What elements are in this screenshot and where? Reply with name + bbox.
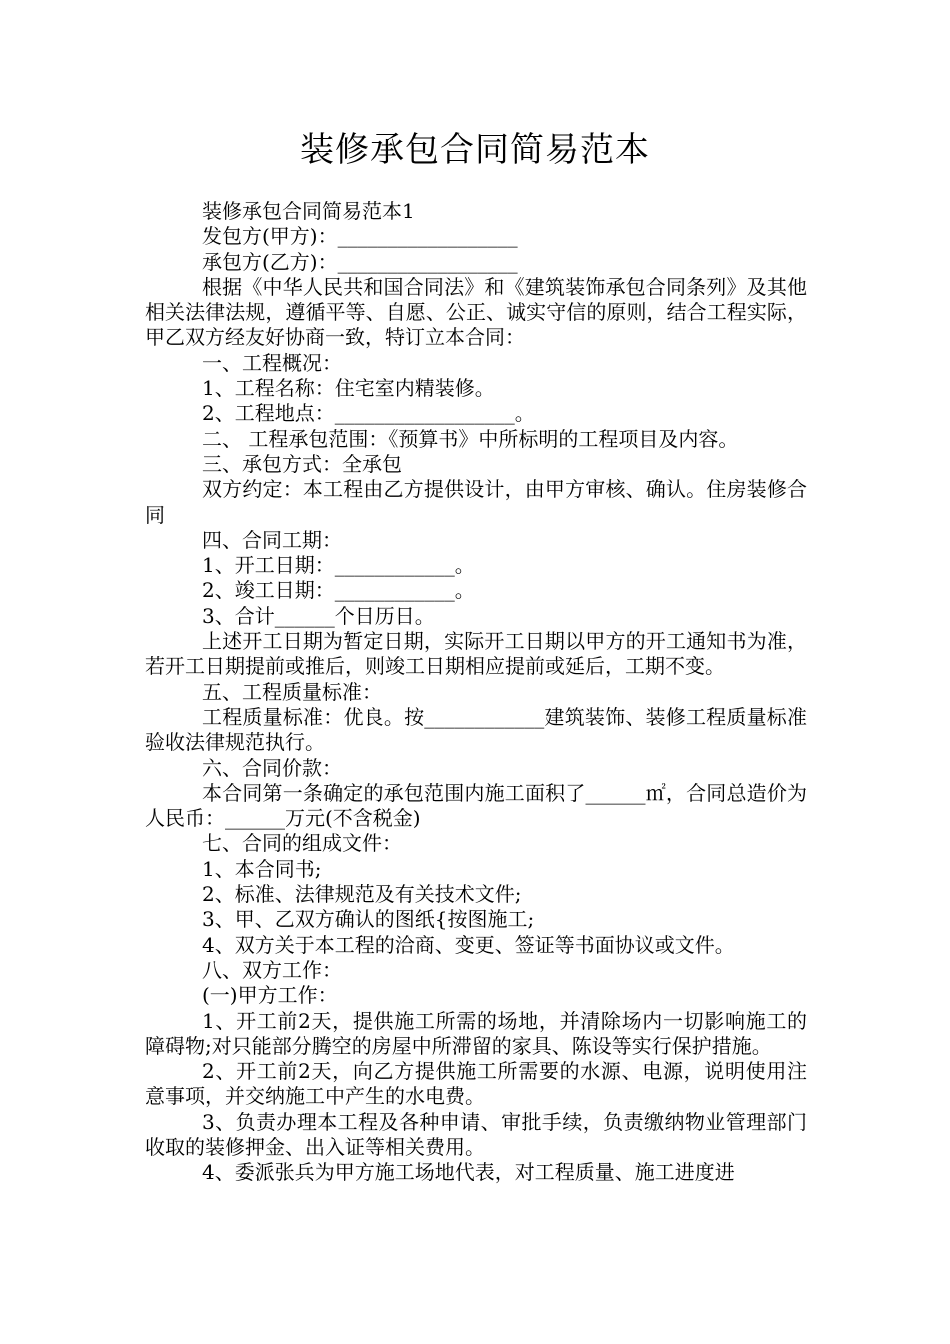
paragraph: 上述开工日期为暂定日期，实际开工日期以甲方的开工通知书为准，若开工日期提前或推后，则竣工日期相应提前或延后，工期不变。: [145, 629, 807, 679]
paragraph: 六、合同价款：: [202, 755, 342, 780]
document-body: [145, 199, 807, 1186]
paragraph: 1、开工日期：____________。: [202, 553, 475, 578]
paragraph: 2、工程地点：__________________。: [202, 401, 535, 426]
paragraph: 1、工程名称：住宅室内精装修。: [202, 376, 495, 401]
paragraph: 根据《中华人民共和国合同法》和《建筑装饰承包合同条列》及其他相关法律法规，遵循平等、自愿、公正、诚实守信的原则，结合工程实际，甲乙双方经友好协商一致，特订立本合同：: [145, 274, 807, 350]
paragraph: 2、标准、法律规范及有关技术文件;: [202, 882, 522, 907]
paragraph: 本合同第一条确定的承包范围内施工面积了______㎡，合同总造价为人民币：______万元(不含税金): [145, 780, 807, 831]
paragraph: 七、合同的组成文件：: [202, 831, 402, 856]
paragraph: 二、 工程承包范围：《预算书》中所标明的工程项目及内容。: [202, 426, 739, 451]
paragraph: 4、双方关于本工程的洽商、变更、签证等书面协议或文件。: [202, 932, 735, 957]
paragraph: 2、开工前2天，向乙方提供施工所需要的水源、电源，说明使用注意事项，并交纳施工中产生的水电费。: [145, 1059, 807, 1109]
paragraph: 发包方(甲方)：__________________: [202, 224, 518, 249]
paragraph: 3、甲、乙双方确认的图纸{按图施工;: [202, 907, 535, 932]
paragraph: 五、工程质量标准：: [202, 679, 382, 704]
paragraph: 3、合计______个日历日。: [202, 603, 435, 628]
paragraph: 3、负责办理本工程及各种申请、审批手续，负责缴纳物业管理部门收取的装修押金、出入证等相关费用。: [145, 1109, 807, 1159]
paragraph: 一、工程概况：: [202, 350, 342, 375]
paragraph: 八、双方工作：: [202, 957, 342, 982]
paragraph: 1、本合同书;: [202, 856, 322, 881]
paragraph: 四、合同工期：: [202, 527, 342, 552]
paragraph: 装修承包合同简易范本1: [202, 199, 415, 223]
document-title: 装修承包合同简易范本: [300, 130, 650, 170]
paragraph: 工程质量标准：优良。按____________建筑装饰、装修工程质量标准验收法律规范执行。: [145, 704, 807, 755]
paragraph: 4、委派张兵为甲方施工场地代表，对工程质量、施工进度进: [202, 1160, 735, 1185]
paragraph: 2、竣工日期：____________。: [202, 578, 475, 603]
paragraph: (一)甲方工作：: [202, 983, 338, 1008]
paragraph: 三、承包方式：全承包: [202, 451, 402, 476]
paragraph: 承包方(乙方)：__________________: [202, 249, 518, 274]
paragraph: 1、开工前2天，提供施工所需的场地，并清除场内一切影响施工的障碍物;对只能部分腾空的房屋中所滞留的家具、陈设等实行保护措施。: [145, 1008, 807, 1058]
paragraph: 双方约定：本工程由乙方提供设计，由甲方审核、确认。住房装修合同: [145, 477, 807, 527]
